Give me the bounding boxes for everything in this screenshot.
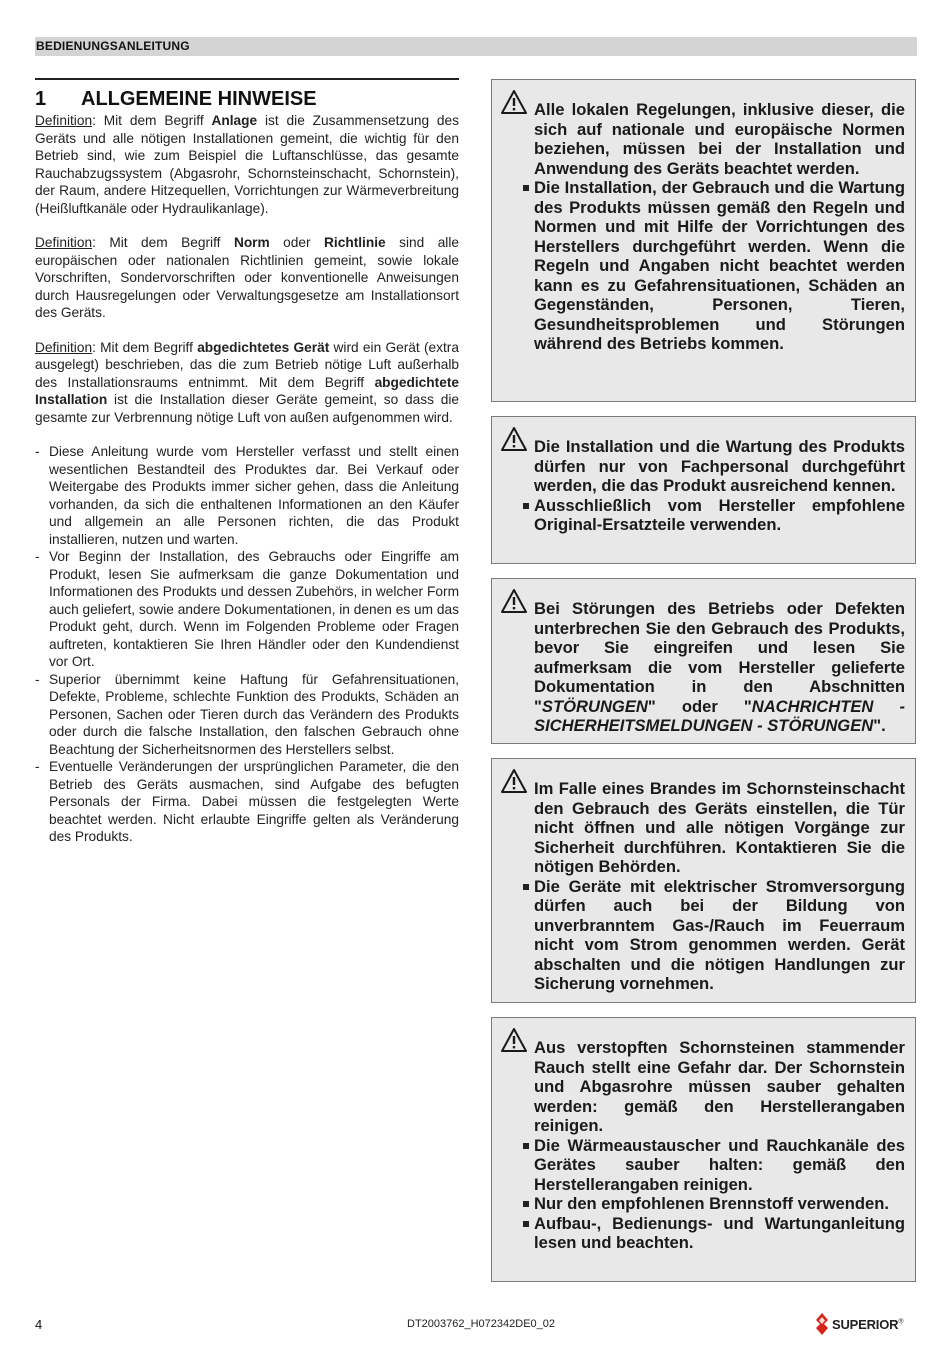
term-abgedichtete-installation: abgedichtete Installation bbox=[35, 374, 459, 407]
warning-triangle-icon bbox=[500, 588, 528, 614]
warning-box-clogged-chimney bbox=[491, 1017, 916, 1282]
section-title-text: ALLGEMEINE HINWEISE bbox=[81, 88, 317, 110]
definition-label: Definition bbox=[35, 113, 93, 128]
definition-abgedichtet: Definition: Mit dem Begriff abgedichtetes Gerät wird ein Gerät (extra ausgelegt) beschrieben, das die zum Betrieb nötige Luft außerhalb des Installationsraums entnimmt. Mit dem Begriff abgedichtete Installation ist die Installation dieser Geräte gemeint, so dass die gesamte zur Verbrennung nötige Luft von außen aufgenommen wird. bbox=[35, 339, 459, 425]
title-rule bbox=[35, 78, 459, 80]
warning-item: Die Wärmeaustauscher und Rauchkanäle des Gerätes sauber halten: gemäß den Herstellerangaben reinigen. bbox=[534, 1136, 905, 1195]
warning-intro: Die Installation und die Wartung des Produkts dürfen nur von Fachpersonal durchgeführt werden, die das Produkt ausreichend kennen. bbox=[534, 437, 905, 495]
left-column bbox=[35, 78, 459, 846]
warning-item: Aufbau-, Bedienungs- und Wartunganleitung lesen und beachten. bbox=[534, 1214, 905, 1253]
list-item: - Superior übernimmt keine Haftung für Gefahrensituationen, Defekte, Probleme, schlechte Funktion des Produkts, Schäden an Personen, Sachen oder Tieren durch das Verändern des Produkts oder durch die falsche Installation, den falschen Gebrauch ohne Beachtung der Sicherheitsnormen des Herstellers selbst. bbox=[35, 671, 459, 759]
superior-logo bbox=[815, 1313, 903, 1335]
warning-box-malfunctions bbox=[491, 578, 916, 744]
header-label: BEDIENUNGSANLEITUNG bbox=[36, 39, 190, 53]
notes-list bbox=[35, 443, 459, 846]
header-bar bbox=[35, 37, 917, 56]
term-richtlinie: Richtlinie bbox=[324, 235, 386, 250]
section-ref-nachrichten: NACHRICHTEN - SICHERHEITSMELDUNGEN - STÖRUNGEN bbox=[534, 696, 905, 735]
definition-anlage: Definition: Mit dem Begriff Anlage ist die Zusammensetzung des Geräts und alle nötigen Installationen gemeint, die wichtig für den Betrieb sind, wie zum Beispiel die Luftanschlüsse, das gesamte Rauchabzugssystem (Abgasrohr, Schornsteinschacht, Schornstein), der Raum, andere Hitzequellen, Vorrichtungen zur Wärmeverbreitung (Heißluftkanäle oder Hydraulikanlage). bbox=[35, 113, 459, 216]
warning-intro: Alle lokalen Regelungen, inklusive dieser, die sich auf nationale und europäische Normen beziehen, müssen bei der Installation und Anwendung des Geräts beachtet werden. bbox=[534, 100, 905, 178]
warning-triangle-icon bbox=[500, 768, 528, 794]
term-norm: Norm bbox=[233, 235, 270, 250]
warning-intro: Aus verstopften Schornsteinen stammender Rauch stellt eine Gefahr dar. Der Schornstein und Abgasrohre müssen sauber gehalten werden: gemäß den Herstellerangaben reinigen. bbox=[534, 1038, 905, 1135]
warning-item: Ausschließlich vom Hersteller empfohlene Original-Ersatzteile verwenden. bbox=[534, 496, 905, 535]
definition-norm: Definition: Mit dem Begriff Norm oder Richtlinie sind alle europäischen oder nationalen Richtlinien gemeint, sowie lokale Vorschriften, Sondervorschriften oder konventionelle Anweisungen durch Hausregelungen oder Verwaltungsgesetze am Installationsort des Geräts. bbox=[35, 235, 459, 320]
list-item: - Eventuelle Veränderungen der ursprünglichen Parameter, die den Betrieb des Geräts ausmachen, sind Aufgabe des befugten Personals der Firma. Dabei müssen die festgelegten Werte beachtet werden. Nicht erlaubte Eingriffe gelten als Veränderung des Produkts. bbox=[35, 758, 459, 846]
warning-box-chimney-fire bbox=[491, 758, 916, 1003]
term-anlage: Anlage bbox=[211, 113, 258, 128]
list-item: - Diese Anleitung wurde vom Hersteller verfasst und stellt einen wesentlichen Bestandteil des Produktes dar. Bei Verkauf oder Weitergabe des Produkts immer sicher gehen, dass die Anleitung vorhanden, da sich die enthaltenen Informationen an den Käufer und allgemein an alle Personen richten, die das Produkt installieren, nutzen und warten. bbox=[35, 443, 459, 548]
warning-triangle-icon bbox=[500, 1027, 528, 1053]
brand-name: SUPERIOR® bbox=[832, 1316, 904, 1332]
warning-box-qualified-personnel bbox=[491, 416, 916, 564]
warning-item: Nur den empfohlenen Brennstoff verwenden. bbox=[534, 1194, 905, 1214]
warning-triangle-icon bbox=[500, 426, 528, 452]
warning-intro: Im Falle eines Brandes im Schornsteinschacht den Gebrauch des Geräts einstellen, die Tür nicht öffnen und alle nötigen Vorgänge zur Sicherheit durchführen. Kontaktieren Sie die nötigen Behörden. bbox=[534, 779, 905, 876]
term-abgedichtetes-geraet: abgedichtetes Gerät bbox=[197, 339, 330, 355]
warning-item: Die Geräte mit elektrischer Stromversorgung dürfen auch bei der Bildung von unverbranntem Gas-/Rauch im Feuerraum nicht vom Strom genommen werden. Gerät abschalten und die nötigen Handlungen zur Sicherung vornehmen. bbox=[534, 877, 905, 994]
document-code: DT2003762_H072342DE0_02 bbox=[407, 1318, 556, 1330]
section-ref-stoerungen: STÖRUNGEN bbox=[541, 696, 648, 716]
warning-item: Die Installation, der Gebrauch und die Wartung des Produkts müssen gemäß den Regeln und Normen und mit Hilfe der Vorrichtungen des Herstellers durchgeführt werden. Wenn die Regeln und Angaben nicht beachtet werden kann es zu Gefahrensituationen, Schäden an Gegenständen, Personen, Tieren, Gesundheitsproblemen und Störungen während des Betriebs kommen. bbox=[534, 178, 905, 354]
section-title bbox=[35, 86, 459, 112]
page-number: 4 bbox=[35, 1317, 43, 1332]
list-item: - Vor Beginn der Installation, des Gebrauchs oder Eingriffe am Produkt, lesen Sie aufmerksam die ganze Dokumentation und Informationen des Produkts und dessen Zubehörs, in welcher Form auch geliefert, sowie andere Dokumentationen, in denen es um das Produkt geht, durch. Wenn im Folgenden Probleme oder Fragen auftreten, kontaktieren Sie Ihren Händler oder den Kundendienst vor Ort. bbox=[35, 548, 459, 671]
warning-intro: Bei Störungen des Betriebs oder Defekten unterbrechen Sie den Gebrauch des Produkts, bevor Sie eingreifen und lesen Sie aufmerksam die vom Hersteller gelieferte Dokumentation in den Abschnitten "STÖRUNGEN" oder "NACHRICHTEN - SICHERHEITSMELDUNGEN - STÖRUNGEN". bbox=[534, 599, 905, 735]
warning-box-local-regulations bbox=[491, 79, 916, 402]
flame-logo-icon bbox=[815, 1313, 829, 1335]
definition-label: Definition bbox=[35, 339, 93, 355]
definition-label: Definition bbox=[35, 235, 93, 250]
warning-triangle-icon bbox=[500, 89, 528, 115]
section-number: 1 bbox=[35, 88, 47, 110]
